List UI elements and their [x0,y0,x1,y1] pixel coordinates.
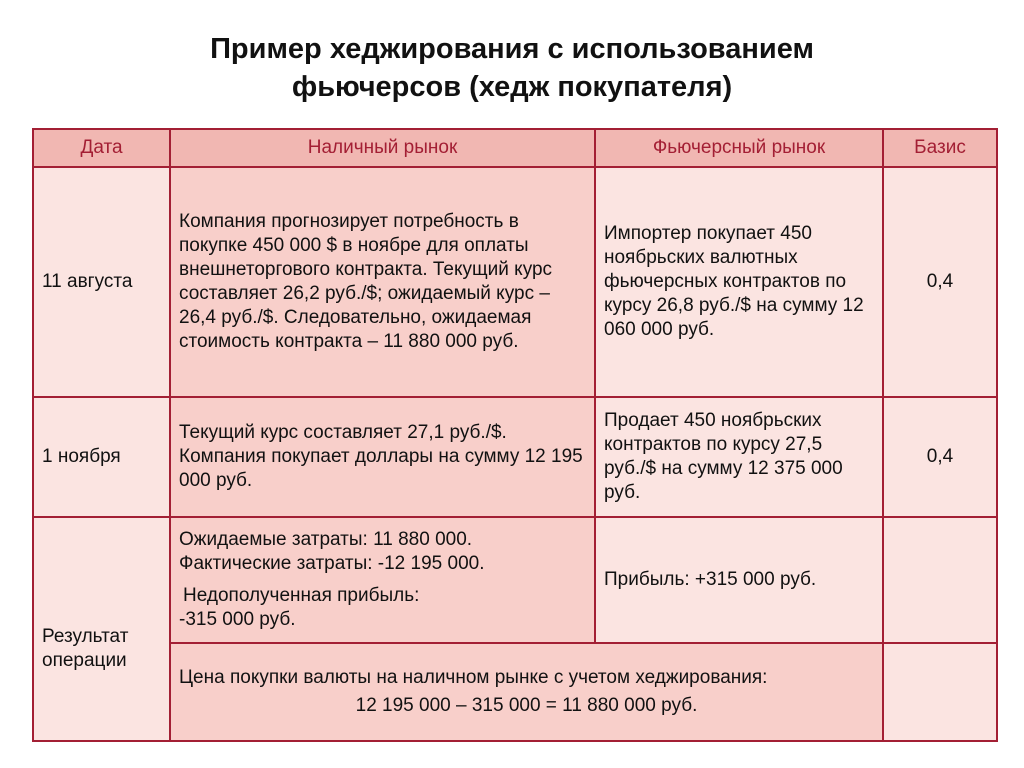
row2-futures: Продает 450 ноябрьских контрактов по курсу 27,5 руб./$ на сумму 12 375 000 руб. [595,397,883,517]
title-line-1: Пример хеджирования с использованием [210,33,814,65]
row2-cash: Текущий курс составляет 27,1 руб./$. Компания покупает доллары на сумму 12 195 000 руб. [170,397,595,517]
row1-futures: Импортер покупает 450 ноябрьских валютных фьючерсных контрактов по курсу 26,8 руб./$ на сумму 12 060 000 руб. [595,167,883,397]
lost-profit-label: Недополученная прибыль: [183,585,420,606]
hedge-table [32,128,998,742]
actual-costs: Фактические затраты: -12 195 000. [179,553,485,574]
table-row [33,397,997,517]
row3-basis [883,517,997,643]
summary-text: Цена покупки валюты на наличном рынке с учетом хеджирования: [179,667,768,688]
expected-costs: Ожидаемые затраты: 11 880 000. [179,529,473,550]
header-basis: Базис [883,129,997,167]
row2-date: 1 ноября [33,397,170,517]
row1-cash: Компания прогнозирует потребность в покупке 450 000 $ в ноябре для оплаты внешнеторгового контракта. Текущий курс составляет 26,2 руб./$; ожидаемый курс – 26,4 руб./$. Следовательно, ожидаемая стоимость контракта – 11 880 000 руб. [170,167,595,397]
row3-futures: Прибыль: +315 000 руб. [595,517,883,643]
row4-summary [170,643,883,741]
lost-profit-value: -315 000 руб. [179,609,296,630]
title-line-2: фьючерсов (хедж покупателя) [291,71,733,103]
summary-formula: 12 195 000 – 315 000 = 11 880 000 руб. [355,695,698,716]
table-row [33,517,997,643]
table-row [33,643,997,741]
row4-basis [883,643,997,741]
table-row [33,167,997,397]
result-label: Результат операции [42,626,129,671]
row3-date [33,517,170,741]
row1-date: 11 августа [33,167,170,397]
table-header-row [33,129,997,167]
header-date: Дата [33,129,170,167]
row1-basis: 0,4 [883,167,997,397]
row2-basis: 0,4 [883,397,997,517]
header-futures-market: Фьючерсный рынок [595,129,883,167]
row3-cash [170,517,595,643]
page-title [0,30,1024,106]
header-cash-market: Наличный рынок [170,129,595,167]
